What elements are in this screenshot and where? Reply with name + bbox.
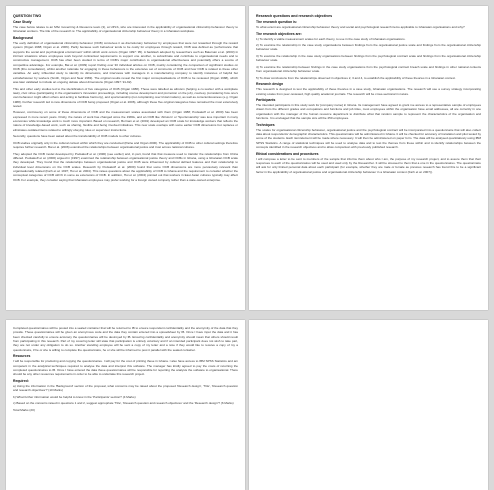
resources-text: I will be responsible for producing and copying the questionnaires. I will pay for the cost of printing these in Ghana. I also have access to IBM SPSS Statistics and am competent in the analytical techniques required to analyse the data and interpret this software. The manager has kindly agreed to pay the costs of returning the completed questionnaires to IB. Once I have entered the data these questionnaires will be responsible for reporting the analysis the software to organisational. There should be any other resources requirements in order to be able to undertake this research project. (13, 359, 238, 377)
document-page-1 (6, 6, 245, 310)
resources-heading: Resources (13, 354, 31, 359)
question-c: c) Based on the concerns raised in questions 1 and 2, suggest appropriate 'Title', 'Research question and research objectives' and the 'Research design'? (6 Marks) (13, 401, 234, 406)
participants-text: The intended participants in this study work for [company name] in Ghana. Its management have agreed to grant me access to a representative sample of employees drawn from the different grades and occupations and functions and job titles, most employees within the organisation have email addresses, all are currently in one organisation with the manager of the human resource department to distribute what that random sample to represent the characteristics of the organisation and functions. It is envisaged that the sample size will be 250 employees. (256, 103, 481, 121)
objective-3: 3) To examine the relationship in the case study organisations between findings from the psychological contract scale and findings from the organisational citizenship behaviour scale. (256, 53, 481, 63)
document-page-3 (6, 320, 245, 490)
objective-1: 1) To identify a viable measurement scales for each theory, to use in the case study of Ghanaian organisations. (256, 36, 406, 41)
ethics-heading: Ethical considerations and procedures (256, 151, 319, 156)
techniques-heading: Techniques (256, 122, 275, 127)
background-heading: Background (13, 35, 33, 40)
question-a: a) Using the information in the 'Background' section of the proposal, what concerns may be raised about the proposed 'Research design', 'Title', 'Research question and research objectives'? (10 Marks) (13, 383, 238, 393)
document-page-2 (249, 6, 488, 310)
ethics-text: I will compose a letter to be sent to members of the sample that informs them about who I am, the purpose of my research project, and to assure them that their responses to each of the questionnaires will be used and used only by the Researcher. It will be stressed to them that a one in the questionnaires. The questionnaire will ask for only limited personal data about each participant (for example, whether they are male or female as previous research has found this to be a significant factor in the applicability of organisational justice and organisational citizenship behaviour in a Ghanaian context (Farh et al. 2007)). (256, 156, 481, 174)
background-para-1: The early definition of organisational citizenship behaviour (OCB) conceives it as discretionary behaviour by employees that were not rewarded through the reward system (Organ 1988; Organ et al. 2006). Partly because such behaviour tends to be costly for employees through reward, OCB was defined as 'performance that supports the social and psychological environment' within which work occurs (Organ 1997: 95). A backlash adopted by researchers such as Bateman et al. (2003) in intrinsic situations where employees work beyond contractual requirements to support one another, to subordinate and contribute to organisational needs and to constructive management. OCB has often been studied in terms of OCB's major contribution to organisational effectiveness and potentially offers a source of competitive advantage. For example, Bai et al. (2009) report finding over 30 individual articles on OCB, mainly considering the comparison of significant studies on OCB (Dru consultation), whilst another rationale for engaging in these behaviours is the extensive set of comments of OCB and how OCB is related to these other variables. An early, influential study to identify its dimensions, and interviews with managers in a manufacturing company to identify instances of helpful but extrabehaviour by workers (Smith, Organ and Near 1983). The original results reveal the first major conceptualisations of OCB to be reviewed (Organ 1988), which was later validated to include an ongoing debate about dimensions (Organ 1997: 91-92). (13, 40, 238, 84)
rq-section-heading: Research questions and research objectives (256, 14, 333, 18)
background-para-4: Secondly, questions have been asked about the transferability of OCB models to other cultures. (13, 134, 142, 139)
objective-4: 4) To examine the relationship between findings in the case study organisations from the psychological contract breach scale and findings in other national contexts from organisational citizenship behaviour scale. (256, 64, 481, 74)
background-para-3: However, controversy on some of these dimensions of OCB and the measurement scales associated with them (Organ 1988; Podsakoff et al. 2000) has been expressed in more recent years. Firstly, the nature of work has changed since the 1980s, and an OCB like 'Altruism' or 'Sportsmanship' was less important in many economies while knowledge work is much more important. Based on research, Borman et al. (2001) developed an OCB scale for knowledge workers that reflects the nature of knowledge-based work, such as sharing, flexible and being involved initiatives. This new scale overlaps with some earlier OCB dimensions but replaces or eliminates outdated items related to willingly obeying rules or supervisor instructions. (13, 110, 238, 132)
total-marks: Total Marks (20) (13, 407, 35, 412)
confidentiality-text: Completed questionnaires will be posted into a sealed container that will be returned to IB to ensure respondent confidentiality and the anonymity of the data that they provide. These questionnaires will be given an anonymous code and the data they contain entered into a spreadsheet by IB. Once I have input the data and it has been checked carefully to ensure accuracy the questionnaires will be destroyed by IB. Ensuring confidentiality and anonymity should mean that others should result from participating in this research. Part of my covering letter will state that participation is entirely voluntary and if an intended participant does not wish to take part, they are not under any obligation to do so. Another standing employee will be sent a copy of my letter and a note if they would like to receive a copy of my a questionnaire, if he or she is willing to complete the questionnaire, he or she will be informed to post it parallel with the sealed container. (13, 326, 238, 352)
design-text: This research is designed to test the applicability of these theories in a case study, Ghanaian organisations. The research will use a survey strategy incorporating existing scales from peer-reviewed, high quality academic journals. The research will be cross-sectional in nature. (256, 87, 481, 96)
participants-heading: Participants (256, 98, 276, 103)
question-b: b) What further information would be helpful to know in the 'Participants' section? (4 Marks) (13, 394, 136, 399)
objective-5: 5) To draw conclusions from the relationships observed in objectives 2, 3 and 4, to establish the applicability of these theories in a Ghanaian context. (256, 75, 456, 80)
case-study-heading: Case Study (13, 20, 32, 24)
question-heading: QUESTION TWO (13, 14, 42, 18)
techniques-text: The scales for organisational citizenship behaviour, organisational justice and the psychological contract will be incorporated into a questionnaire that will also collect data about respondents' demographic characteristics. This questionnaire will be administered in Ghana. It will be checked for accuracy of translation and pilot tested by some of the students. Each item/element will be made where necessary. It will then be administered on paper form. The data will be analysed quantitatively using IBM SPSS Statistics. A range of statistical techniques will be used to analyse data and to test the themes from these within and to identify relationships between the concepts identified in the research objectives and to allow comparison with previously published research. (256, 127, 481, 150)
rq-heading: The research question is: (256, 20, 298, 24)
design-heading: Research design (256, 82, 284, 87)
background-para-2: This and other early studies led to the identification of five categories of OCB (Organ 1988). These were labelled as altruism (helping a co-worker with a workplace task), civic virtue (participating in the organisation's innovation proceedings, including course development and promotion on the job), courtesy (considering how one's own behaviour might affect others and acting to facilitate harmony), and sportsmanship (not complaining over trivial matters), as well as conscientiousness (e.g. Organ 1988). Further research led to new dimensions of OCB being proposed (Organ et al. 2006), although these five original categories have remained the most extensively tested. (13, 86, 238, 108)
objective-2: 2) To examine the relationship in the case study organisations between findings from the organisational justice scale and findings from the organisational citizenship behaviour scale. (256, 43, 481, 52)
background-para-6: They adopted the OCB model developed by Podsakoff et al. (1990) (see earlier) and, in part, found that that measure used to transfer the relationships from China differed. Podsakoff et al. (2000) argued in (1997) examined the relationship between organisational justice theory and OCBs in Ghana, using a Ghanaian OCB scale they developed. They found that the relationships between organisational justice and OCB were influenced by cultural defined features and their relationship to individual level dimensions on the OCB scales. Research by Podsakoff et al. (2000) found that some OCB dimensions are more pervasively relevant than organisationally related (Farh et al. 1997; Hui et al. 2004). This raises questions about the applicability of OCB to Ghana and the requirement to consider whether the conceptual categories of OCB still fit in some as extensions of OCB. In addition, Hui et al. (2004) pointed out that workers in East Asian cultures typically may affect OCB. For example, they consider saying that Ghanaian employees may prefer working for a foreign owned company rather than a state-owned enterprise. (13, 151, 238, 182)
document-page-4-blank (249, 320, 488, 490)
ro-heading: The research objectives are: (256, 31, 302, 36)
case-intro: The case below relates to an MSc Governing & Resource team (3), at UPLS, who are interested in the applicability of organisational citizenship behaviour theory to Ghanaian workers. The title of the research is: The applicability of organisational citizenship behaviour theory in a Ghanaian workplace. (13, 25, 238, 34)
research-question: To what extent are organisational citizenship behaviour theory and social and psychological research items applicable to Ghanaian organisations and why? (256, 25, 465, 29)
required-heading: Required: (13, 378, 29, 383)
background-para-5: OCB studies originally only in the cultural context within which they are conducted (Paine and Organ 2000). The applicability of OCB to other cultural settings therefore requires further research. Bai et al. (2006) examined the relationships between organisational justice and trust across national cultures. (13, 140, 238, 150)
